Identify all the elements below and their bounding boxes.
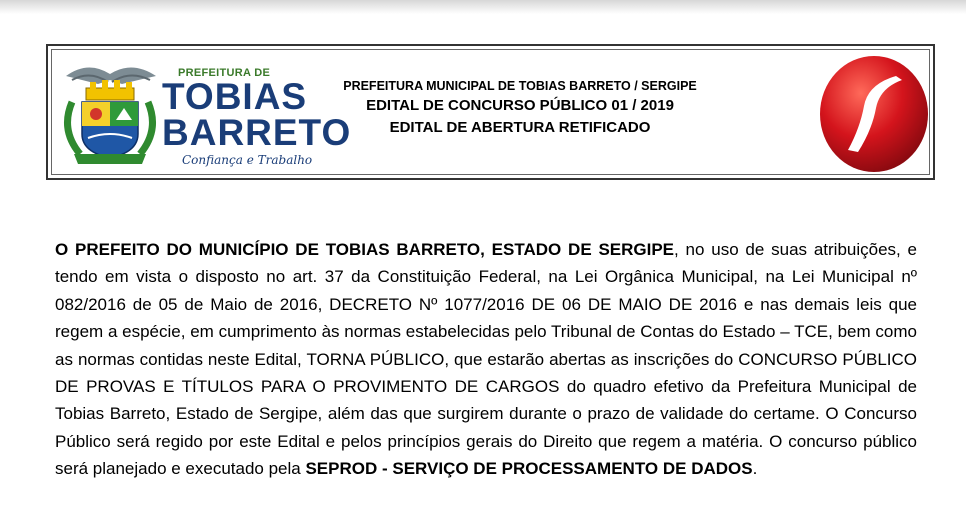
- seprod-logo: [818, 54, 930, 174]
- body-bold-estado: ESTADO DE SERGIPE: [491, 240, 675, 259]
- body-end-punctuation: .: [752, 459, 758, 479]
- body-bold-prefeito: O PREFEITO DO MUNICÍPIO DE TOBIAS BARRETO: [55, 240, 481, 259]
- logo-prefeitura-text: PREFEITURA DE: [178, 67, 271, 79]
- logo-slogan: Confiança e Trabalho: [182, 153, 313, 167]
- edital-body-paragraph: [55, 236, 917, 483]
- logo-city-name-line1: TOBIAS: [162, 76, 308, 117]
- body-bold-seprod: SEPROD - SERVIÇO DE PROCESSAMENTO DE DADOS: [305, 459, 753, 479]
- header-edital-title: EDITAL DE CONCURSO PÚBLICO 01 / 2019: [366, 97, 674, 114]
- seprod-s-icon: [818, 54, 930, 174]
- body-separator: ,: [480, 240, 492, 259]
- document-header: [46, 44, 935, 180]
- header-municipality: PREFEITURA MUNICIPAL DE TOBIAS BARRETO / SERGIPE: [343, 79, 697, 93]
- logo-city-name-line2: BARRETO: [162, 112, 352, 153]
- tobias-barreto-logo: [58, 54, 352, 172]
- header-title-block: [340, 77, 700, 139]
- header-edital-subtitle: EDITAL DE ABERTURA RETIFICADO: [389, 119, 651, 136]
- body-main-text: , no uso de suas atribuições, e tendo em vista o disposto no art. 37 da Constituição Federal, na Lei Orgânica Municipal, na Lei Municipal nº 082/2016 de 05 de Maio de 2016, DECRETO Nº 1077/2016 DE 06 DE MAIO DE 2016 e nas demais leis que regem a espécie, em cumprimento às normas estabelecidas pelo Tribunal de Contas do Estado – TCE, bem como as normas contidas neste Edital, TORNA PÚBLICO, que estarão abertas as inscrições do CONCURSO PÚBLICO DE PROVAS E TÍTULOS PARA O PROVIMENTO DE CARGOS do quadro efetivo da Prefeitura Municipal de Tobias Barreto, Estado de Sergipe, além das que surgirem durante o prazo de validade do certame. O Concurso Público será regido por este Edital e pelos princípios gerais do Direito que regem a matéria. O concurso público será planejado e executado pela: [55, 240, 918, 479]
- top-edge-shadow: [0, 0, 966, 14]
